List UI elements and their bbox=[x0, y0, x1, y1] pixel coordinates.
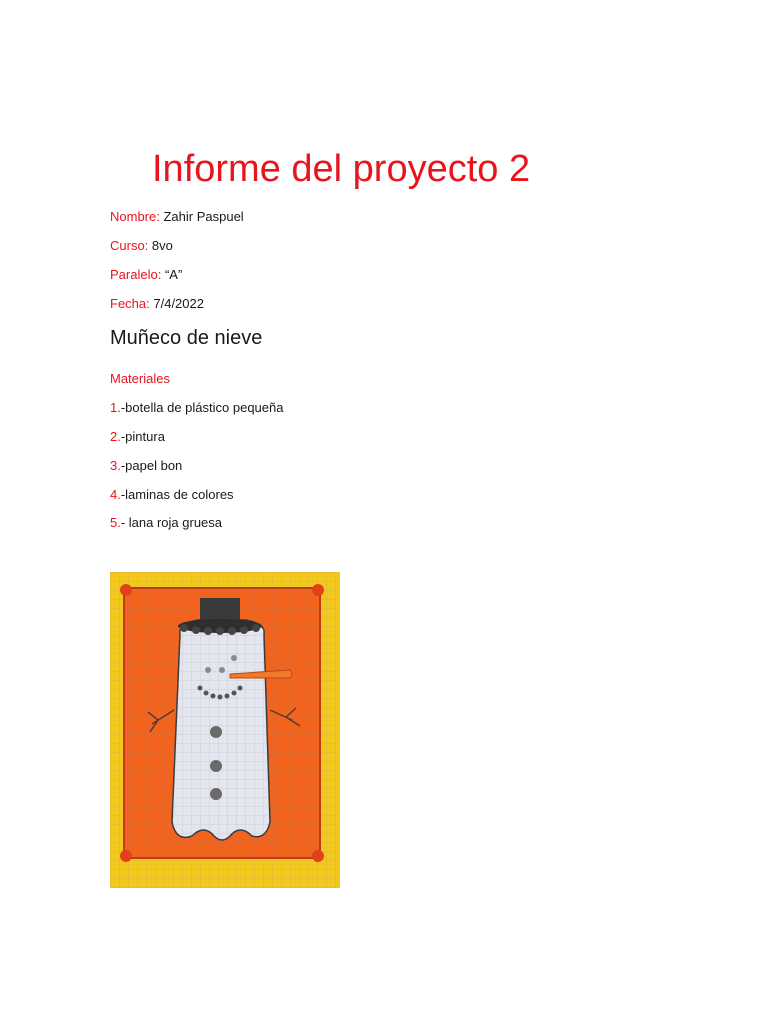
field-nombre bbox=[110, 208, 244, 226]
list-item-text: -papel bon bbox=[120, 458, 183, 473]
list-item bbox=[110, 514, 222, 532]
snowman-drawing-icon bbox=[110, 572, 340, 888]
field-label: Fecha: bbox=[110, 296, 150, 311]
field-value: 8vo bbox=[151, 238, 173, 253]
section-subtitle: Muñeco de nieve bbox=[110, 327, 263, 349]
list-item-text: -pintura bbox=[120, 429, 165, 444]
list-item-text: - lana roja gruesa bbox=[120, 515, 223, 530]
list-item bbox=[110, 457, 182, 475]
field-value: “A” bbox=[164, 267, 183, 282]
field-fecha bbox=[110, 295, 204, 313]
field-value: Zahir Paspuel bbox=[163, 209, 244, 224]
list-item bbox=[110, 399, 283, 417]
snowman-photo bbox=[110, 572, 340, 888]
list-item-text: -botella de plástico pequeña bbox=[120, 400, 284, 415]
list-item-number: 4. bbox=[110, 487, 121, 502]
field-value: 7/4/2022 bbox=[153, 296, 204, 311]
field-paralelo bbox=[110, 266, 182, 284]
list-item-number: 2. bbox=[110, 429, 121, 444]
list-item-number: 3. bbox=[110, 458, 121, 473]
list-item-text: -laminas de colores bbox=[120, 487, 234, 502]
page-title: Informe del proyecto 2 bbox=[152, 148, 531, 190]
list-item bbox=[110, 428, 165, 446]
field-label: Paralelo: bbox=[110, 267, 162, 282]
list-item-number: 5. bbox=[110, 515, 121, 530]
field-label: Nombre: bbox=[110, 209, 160, 224]
field-label: Curso: bbox=[110, 238, 149, 253]
materials-heading: Materiales bbox=[110, 371, 170, 386]
list-item bbox=[110, 486, 234, 504]
list-item-number: 1. bbox=[110, 400, 121, 415]
field-curso bbox=[110, 237, 173, 255]
